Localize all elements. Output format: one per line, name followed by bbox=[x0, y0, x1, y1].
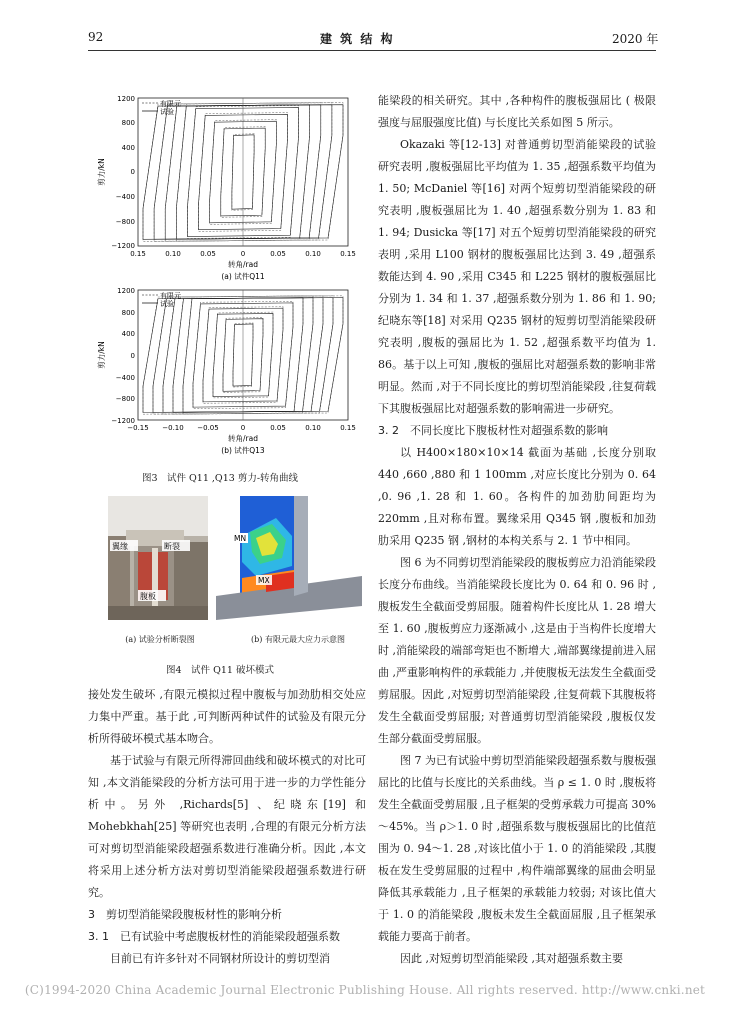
y-tick: 400 bbox=[121, 144, 135, 152]
y-ticks bbox=[111, 287, 135, 425]
section-3-heading: 3 剪切型消能梁段腹板材性的影响分析 bbox=[88, 908, 282, 921]
paragraph: 图 6 为不同剪切型消能梁段的腹板剪应力沿消能梁段长度分布曲线。当消能梁段长度比为 0. 64 和 0. 96 时 ,腹板发生全截面受剪屈服。随着构件长度比从 1. 28 增大至 1. 60 ,腹板剪应力逐渐减小 ,这是由于当构件长度增大时 ,消能梁段的端部弯矩也不断增大 ,端部翼缘提前进入屈曲 ,严重影响构件的承载能力 ,并使腹板无法发生全截面受剪屈服。因此 ,对短剪切型消能梁段 ,往复荷载下其腹板将发生全截面受剪屈服; 对普通剪切型消能梁段 ,腹板仅发生部分截面受剪屈服。 bbox=[378, 556, 656, 745]
y-tick: 0 bbox=[130, 352, 135, 360]
legend bbox=[142, 291, 181, 308]
x-tick: 0.05 bbox=[270, 250, 286, 258]
page-number: 92 bbox=[88, 30, 104, 44]
x-tick: 0.15 bbox=[130, 250, 146, 258]
y-tick: −800 bbox=[115, 218, 135, 226]
y-tick: 800 bbox=[121, 119, 135, 127]
hysteresis-chart-q13 bbox=[88, 282, 360, 462]
x-tick: −0.05 bbox=[197, 424, 219, 432]
right-column bbox=[378, 90, 656, 970]
paragraph: 因此 ,对短剪切型消能梁段 ,其对超强系数主要 bbox=[400, 952, 623, 965]
paragraph: 基于试验与有限元所得滞回曲线和破坏模式的对比可知 ,本文消能梁段的分析方法可用于进一步的力学性能分析中。另外 ,Richards[5] 、纪晓东[19] 和 Mohebkhah[25] 等研究也表明 ,合理的有限元分析方法可对剪切型消能梁段超强系数进行准确分析。因此 ,本文将采用上述分析方法对剪切型消能梁段超强系数进行研究。 bbox=[88, 754, 366, 899]
fe-stress-contour bbox=[216, 496, 362, 620]
section-3-2-heading: 3. 2 不同长度比下腹板材性对超强系数的影响 bbox=[378, 424, 608, 437]
journal-title: 建 筑 结 构 bbox=[320, 32, 395, 46]
x-axis-label: 转角/rad bbox=[228, 434, 258, 443]
label-mx: MX bbox=[258, 576, 270, 585]
figure3-caption: 图3 试件 Q11 ,Q13 剪力-转角曲线 bbox=[141, 473, 299, 484]
y-tick: −1200 bbox=[111, 417, 135, 425]
y-tick: 800 bbox=[121, 309, 135, 317]
x-tick: 0.10 bbox=[305, 250, 321, 258]
test-fracture-photo bbox=[108, 496, 208, 620]
x-tick: −0.10 bbox=[162, 424, 184, 432]
header-year: 2020 年 bbox=[612, 32, 659, 46]
left-column bbox=[88, 684, 366, 970]
y-ticks bbox=[111, 95, 135, 250]
paragraph: 接处发生破坏 ,有限元模拟过程中腹板与加劲肋相交处应力集中严重。基于此 ,可判断两种试件的试验及有限元分析所得破坏模式基本吻合。 bbox=[88, 688, 366, 745]
y-tick: 400 bbox=[121, 330, 135, 338]
paragraph: 以 H400×180×10×14 截面为基础 ,长度分别取 440 ,660 ,880 和 1 100mm ,对应长度比分别为 0. 64 ,0. 96 ,1. 28 和 1. 60。各构件的加劲肋间距均为 220mm ,且对称布置。翼缘采用 Q345 钢 ,腹板和加劲肋采用 Q235 钢 ,钢材的本构关系与 2. 1 节中相同。 bbox=[378, 446, 656, 547]
paragraph: Okazaki 等[12-13] 对普通剪切型消能梁段的试验研究表明 ,腹板强屈比平均值为 1. 35 ,超强系数平均值为 1. 50; McDaniel 等[16] 对两个短剪切型消能梁段的研究表明 ,腹板强屈比为 1. 40 ,超强系数分别为 1. 83 和 1. 94; Dusicka 等[17] 对五个短剪切型消能梁段的研究表明 ,采用 L100 钢材的腹板强屈比达到 3. 49 ,超强系数能达到 4. 90 ,采用 C345 和 L225 钢材的腹板强屈比分别为 1. 34 和 1. 37 ,超强系数分别为 1. 86 和 1. 90; 纪晓东等[18] 对采用 Q235 钢材的短剪切型消能梁段研究表明 ,腹板的强屈比为 1. 52 ,超强系数平均值为 1. 86。基于以上可知 ,腹板的强屈比对超强系数的影响非常明显。然而 ,对于不同长度比的剪切型消能梁段 ,往复荷载下其腹板强屈比对超强系数的影响需进一步研究。 bbox=[378, 138, 656, 415]
label-flange: 翼缘 bbox=[112, 542, 128, 551]
label-web: 腹板 bbox=[140, 592, 156, 601]
header-rule bbox=[88, 50, 656, 51]
y-tick: 0 bbox=[130, 168, 135, 176]
x-tick: 0.15 bbox=[340, 424, 356, 432]
subcaption-a: (a) 试件Q11 bbox=[221, 272, 265, 281]
y-tick: −400 bbox=[115, 374, 135, 382]
y-tick: 1200 bbox=[117, 287, 135, 295]
x-tick: 0.15 bbox=[340, 250, 356, 258]
x-tick: 0 bbox=[240, 250, 246, 258]
legend bbox=[142, 99, 181, 116]
x-ticks bbox=[127, 424, 356, 432]
y-axis-label: 剪力/kN bbox=[97, 158, 106, 186]
y-tick: −1200 bbox=[111, 242, 135, 250]
figure4-caption: 图4 试件 Q11 破坏模式 bbox=[166, 665, 274, 676]
label-fracture: 断裂 bbox=[164, 542, 180, 551]
legend-test: 试验 bbox=[160, 108, 174, 116]
y-axis-label: 剪力/kN bbox=[97, 341, 106, 369]
label-mn: MN bbox=[234, 534, 247, 543]
x-axis-label: 转角/rad bbox=[228, 260, 258, 269]
x-tick: 0.05 bbox=[200, 250, 216, 258]
x-tick: 0 bbox=[240, 424, 246, 432]
y-tick: 1200 bbox=[117, 95, 135, 103]
x-tick: 0.10 bbox=[305, 424, 321, 432]
hysteresis-chart-q11 bbox=[88, 90, 360, 288]
x-ticks bbox=[130, 250, 356, 258]
subcaption-4a: (a) 试验分析断裂图 bbox=[125, 635, 195, 644]
x-tick: −0.15 bbox=[127, 424, 149, 432]
subcaption-4b: (b) 有限元最大应力示意图 bbox=[251, 635, 345, 644]
legend-fe: 有限元 bbox=[160, 100, 181, 108]
x-tick: 0.10 bbox=[165, 250, 181, 258]
paragraph: 图 7 为已有试验中剪切型消能梁段超强系数与腹板强屈比的比值与长度比的关系曲线。当 ρ ≤ 1. 0 时 ,腹板将发生全截面受剪屈服 ,且子框架的受剪承载力可提高 30%～45%。当 ρ＞1. 0 时 ,超强系数与腹板强屈比的比值范围为 0. 94～1. 28 ,对该比值小于 1. 0 的消能梁段 ,其腹板在发生受剪屈服的过程中 ,构件端部翼缘的屈曲会明显降低其承载能力 ,且子框架的承载能力较弱; 对该比值大于 1. 0 的消能梁段 ,腹板未发生全截面屈服 ,且子框架承载能力要高于前者。 bbox=[378, 754, 656, 943]
paragraph: 能梁段的相关研究。其中 ,各种构件的腹板强屈比 ( 极限强度与屈服强度比值) 与长度比关系如图 5 所示。 bbox=[378, 94, 656, 129]
x-tick: 0.05 bbox=[270, 424, 286, 432]
legend-test: 试验 bbox=[160, 300, 174, 308]
y-tick: −800 bbox=[115, 395, 135, 403]
subcaption-b: (b) 试件Q13 bbox=[221, 446, 265, 455]
y-tick: −400 bbox=[115, 193, 135, 201]
section-3-1-heading: 3. 1 已有试验中考虑腹板材性的消能梁段超强系数 bbox=[88, 930, 340, 943]
legend-fe: 有限元 bbox=[160, 292, 181, 300]
paragraph: 目前已有许多针对不同钢材所设计的剪切型消 bbox=[110, 952, 330, 965]
copyright-footer: (C)1994-2020 China Academic Journal Electronic Publishing House. All rights reserved. http://www.cnki.net bbox=[24, 983, 706, 997]
